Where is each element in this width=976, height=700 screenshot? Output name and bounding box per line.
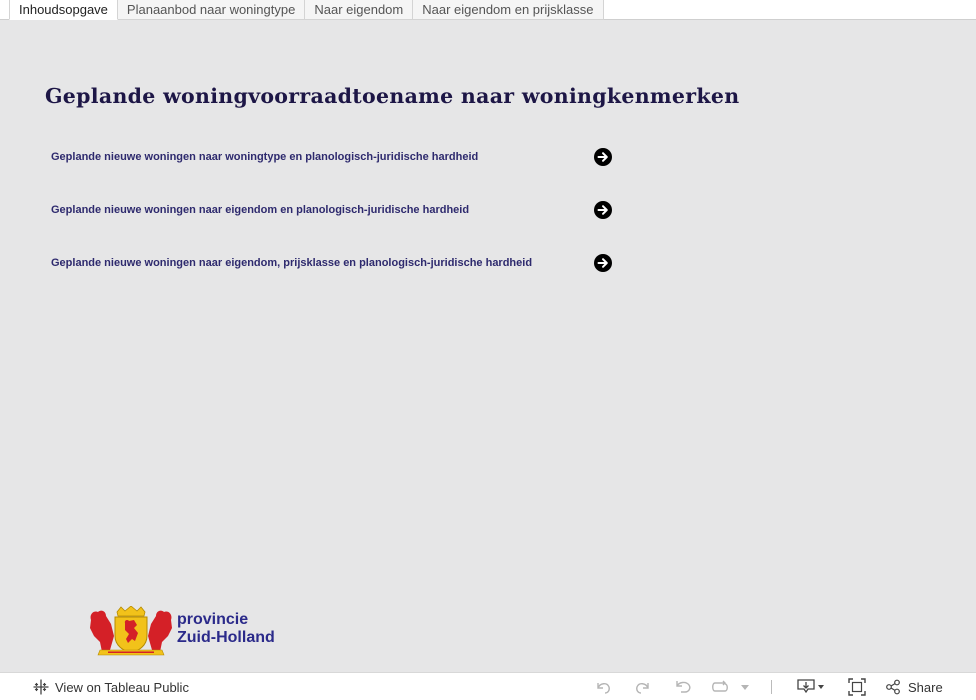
arrow-right-circle-icon[interactable]: [594, 201, 612, 219]
share-icon: [885, 679, 901, 695]
nav-item-woningtype[interactable]: [51, 148, 616, 168]
logo-wordmark: [177, 611, 275, 647]
nav-item-eigendom-prijsklasse[interactable]: [51, 254, 616, 274]
page-title: Geplande woningvoorraadtoename naar woningkenmerken: [45, 84, 740, 108]
view-on-tableau-public-label[interactable]: View on Tableau Public: [55, 679, 189, 695]
logo-line-zuid-holland: Zuid-Holland: [177, 629, 275, 646]
toolbar-divider: [771, 680, 772, 694]
nav-item-label[interactable]: Geplande nieuwe woningen naar eigendom en planologisch-juridische hardheid: [51, 204, 470, 216]
arrow-right-circle-icon[interactable]: [594, 148, 612, 166]
share-button[interactable]: [885, 678, 943, 696]
chevron-down-icon[interactable]: [740, 678, 750, 696]
arrow-right-circle-icon[interactable]: [594, 254, 612, 272]
nav-item-label[interactable]: Geplande nieuwe woningen naar eigendom, prijsklasse en planologisch-juridische hardheid: [51, 257, 533, 269]
logo-line-provincie: provincie: [177, 611, 249, 628]
tab-planaanbod-naar-woningtype[interactable]: Planaanbod naar woningtype: [118, 0, 305, 20]
redo-icon[interactable]: [634, 678, 652, 696]
provincie-zuid-holland-logo: [88, 606, 288, 658]
tab-naar-eigendom-en-prijsklasse[interactable]: Naar eigendom en prijsklasse: [413, 0, 603, 20]
view-on-tableau-public-button[interactable]: [33, 678, 189, 696]
nav-item-label[interactable]: Geplande nieuwe woningen naar woningtype en planologisch-juridische hardheid: [51, 151, 479, 163]
tableau-logo-icon: [33, 679, 49, 695]
download-icon[interactable]: [796, 678, 828, 696]
share-label[interactable]: Share: [908, 679, 943, 695]
revert-icon[interactable]: [674, 678, 694, 696]
tab-inhoudsopgave[interactable]: Inhoudsopgave: [9, 0, 118, 20]
fullscreen-icon[interactable]: [848, 678, 866, 696]
nav-item-eigendom[interactable]: [51, 201, 616, 221]
undo-icon[interactable]: [594, 678, 612, 696]
dashboard-canvas: [0, 20, 976, 672]
tab-naar-eigendom[interactable]: Naar eigendom: [305, 0, 413, 20]
sheet-tab-bar: [0, 0, 976, 20]
bottom-toolbar: [0, 672, 976, 700]
coat-of-arms-icon: [88, 606, 174, 658]
refresh-icon[interactable]: [710, 678, 732, 696]
sheet-tabs: [9, 0, 604, 20]
